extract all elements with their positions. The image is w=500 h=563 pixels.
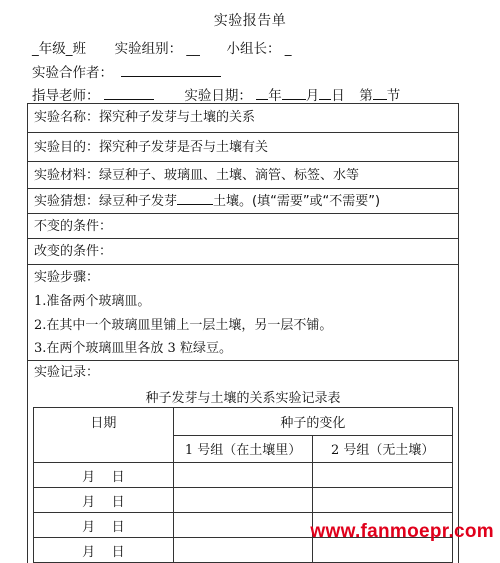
row-date-cell: 月 日 (34, 463, 174, 488)
row-group-1-cell[interactable] (173, 538, 313, 563)
site-watermark: www.fanmoepr.com (310, 521, 494, 542)
row-group-1-cell[interactable] (173, 513, 313, 538)
group-label: 实验组别： (114, 41, 183, 57)
leader-value: _ (284, 41, 292, 57)
col-header-seed-change: 种子的变化 (173, 408, 452, 436)
step-item (28, 290, 458, 314)
month-blank (282, 87, 306, 100)
period-suffix: 节 (386, 88, 401, 104)
field-unchanged-conditions (28, 214, 458, 239)
table-row (34, 488, 453, 513)
group-value: __ (186, 41, 200, 57)
step-1-text: 1.准备两个玻璃皿。 (34, 294, 151, 309)
header-line-partner (32, 61, 221, 81)
page-title: 实验报告单 (213, 13, 287, 29)
table-row (34, 463, 453, 488)
date-label: 实验日期： (184, 88, 252, 104)
field-experiment-purpose (28, 133, 458, 162)
day-label: 日 (331, 88, 345, 104)
report-form (27, 103, 459, 563)
record-heading-text: 实验记录： (34, 365, 100, 380)
year-blank (256, 87, 268, 100)
field-experiment-hypothesis (28, 189, 458, 214)
month-label: 月 (305, 88, 320, 104)
changed-conditions-label: 改变的条件： (34, 244, 113, 259)
experiment-purpose-text: 实验目的：探究种子发芽是否与土壤有关 (34, 140, 269, 155)
day-blank (319, 87, 331, 100)
row-group-2-cell[interactable] (313, 488, 453, 513)
year-label: 年 (268, 88, 282, 104)
step-2-text: 2.在其中一个玻璃皿里铺上一层土壤，另一层不铺。 (34, 318, 333, 333)
row-group-1-cell[interactable] (173, 488, 313, 513)
header-line-class-group (32, 37, 292, 57)
hypothesis-blank (177, 190, 213, 205)
row-group-2-cell[interactable] (313, 463, 453, 488)
field-changed-conditions (28, 239, 458, 265)
experiment-name-text: 实验名称：探究种子发芽与土壤的关系 (34, 110, 256, 125)
row-date-cell: 月 日 (34, 513, 174, 538)
hypothesis-text-a: 实验猜想：绿豆种子发芽 (34, 194, 178, 209)
step-3-text: 3.在两个玻璃皿里各放 3 粒绿豆。 (34, 341, 232, 356)
teacher-blank (104, 87, 154, 100)
record-table-title: 种子发芽与土壤的关系实验记录表 (145, 391, 341, 406)
teacher-label: 指导老师： (32, 88, 100, 104)
col-header-date: 日期 (34, 408, 174, 463)
col-header-group-2: 2 号组（无土壤） (313, 435, 453, 463)
experiment-materials-text: 实验材料：绿豆种子、玻璃皿、土壤、滴管、标签、水等 (34, 168, 360, 183)
partner-label: 实验合作者： (32, 65, 113, 81)
steps-heading (28, 265, 458, 290)
grade-class-label: _年级_班 (32, 41, 86, 57)
period-blank (373, 87, 387, 100)
unchanged-conditions-label: 不变的条件： (34, 219, 113, 234)
col-header-group-1: 1 号组（在土壤里） (173, 435, 313, 463)
row-date-cell: 月 日 (34, 488, 174, 513)
field-experiment-name (28, 104, 458, 133)
row-group-1-cell[interactable] (173, 463, 313, 488)
hypothesis-text-b: 土壤。(填“需要”或“不需要”) (213, 194, 381, 209)
partner-blank (121, 64, 221, 77)
table-header-row (34, 408, 453, 436)
header-line-teacher-date (32, 84, 400, 104)
step-item (28, 314, 458, 338)
period-prefix: 第 (359, 88, 373, 104)
row-date-cell: 月 日 (34, 538, 174, 563)
record-heading (28, 361, 458, 385)
steps-heading-text: 实验步骤： (34, 270, 100, 285)
leader-label: 小组长： (226, 41, 281, 57)
step-item (28, 338, 458, 361)
field-experiment-materials (28, 162, 458, 189)
